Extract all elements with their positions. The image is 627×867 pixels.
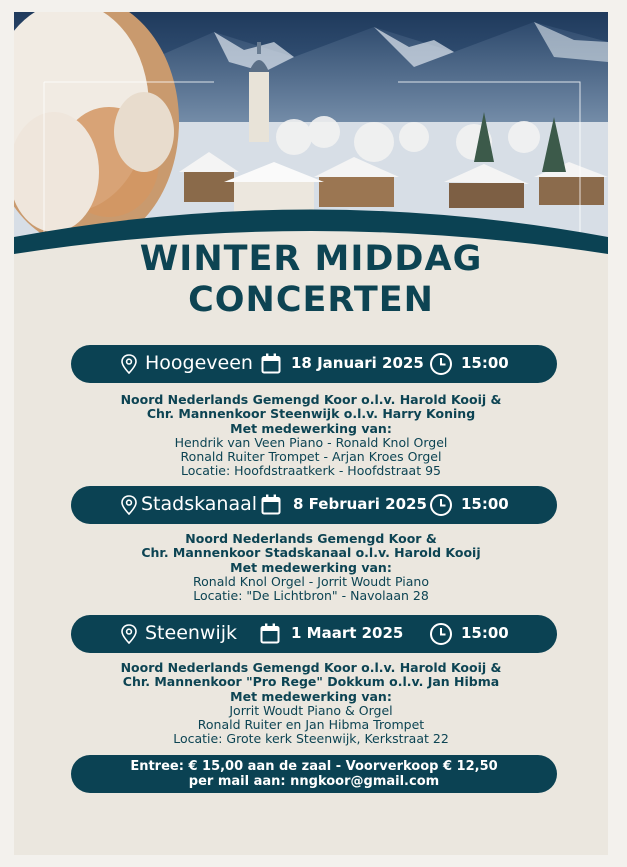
concert-time: 15:00 — [461, 495, 509, 513]
concert-header-steenwijk — [71, 615, 557, 653]
clock-icon — [429, 352, 453, 376]
concert-city: Hoogeveen — [145, 352, 253, 374]
concert-header-stadskanaal — [71, 486, 557, 524]
concert-time: 15:00 — [461, 354, 509, 372]
clock-icon — [429, 493, 453, 517]
info-line: Met medewerking van: — [230, 559, 392, 575]
info-line: Noord Nederlands Gemengd Koor & — [185, 531, 437, 546]
info-line: Noord Nederlands Gemengd Koor o.l.v. Harold Kooij & — [120, 392, 502, 407]
info-line: Noord Nederlands Gemengd Koor o.l.v. Harold Kooij & — [120, 660, 502, 675]
concert-info-steenwijk — [14, 661, 608, 747]
poster-title-line2: CONCERTEN — [188, 280, 434, 320]
info-line: Chr. Mannenkoor Steenwijk o.l.v. Harry Koning — [146, 406, 476, 422]
winter-village-photo — [14, 12, 608, 270]
concert-header-hoogeveen — [71, 345, 557, 383]
concert-poster — [14, 12, 608, 855]
info-line: Met medewerking van: — [230, 420, 392, 436]
concert-date: 8 Februari 2025 — [293, 495, 427, 513]
concert-info-stadskanaal — [14, 532, 608, 603]
concert-city: Steenwijk — [145, 622, 238, 644]
map-pin-icon — [120, 624, 138, 644]
calendar-icon — [261, 353, 281, 374]
concert-city: Stadskanaal — [141, 493, 258, 515]
info-line: Locatie: "De Lichtbron" - Navolaan 28 — [193, 588, 429, 604]
concert-info-hoogeveen — [14, 393, 608, 479]
info-line: Jorrit Woudt Piano & Orgel — [229, 702, 393, 718]
info-line: Ronald Knol Orgel - Jorrit Woudt Piano — [193, 573, 429, 589]
info-line: Locatie: Grote kerk Steenwijk, Kerkstraat 22 — [173, 731, 449, 747]
calendar-icon — [260, 623, 280, 644]
info-line: Chr. Mannenkoor "Pro Rege" Dokkum o.l.v. Jan Hibma — [122, 674, 500, 690]
poster-title-line1: WINTER MIDDAG — [139, 239, 483, 279]
map-pin-icon — [120, 354, 138, 374]
info-line: Ronald Ruiter Trompet - Arjan Kroes Orgel — [180, 449, 442, 465]
entry-price-line: Entree: € 15,00 aan de zaal - Voorverkoop € 12,50 — [130, 759, 498, 774]
info-line: Chr. Mannenkoor Stadskanaal o.l.v. Harold Kooij — [141, 545, 481, 561]
clock-icon — [429, 622, 453, 646]
info-line: Met medewerking van: — [230, 688, 392, 704]
concert-date: 1 Maart 2025 — [291, 624, 404, 642]
info-line: Locatie: Hoofdstraatkerk - Hoofdstraat 95 — [181, 463, 441, 479]
info-line: Ronald Ruiter en Jan Hibma Trompet — [197, 717, 425, 733]
info-line: Hendrik van Veen Piano - Ronald Knol Orgel — [174, 434, 448, 450]
entry-info — [71, 755, 557, 793]
map-pin-icon — [120, 495, 138, 515]
entry-email-line: per mail aan: nngkoor@gmail.com — [188, 774, 440, 789]
concert-date: 18 Januari 2025 — [291, 354, 424, 372]
calendar-icon — [261, 494, 281, 515]
concert-time: 15:00 — [461, 624, 509, 642]
